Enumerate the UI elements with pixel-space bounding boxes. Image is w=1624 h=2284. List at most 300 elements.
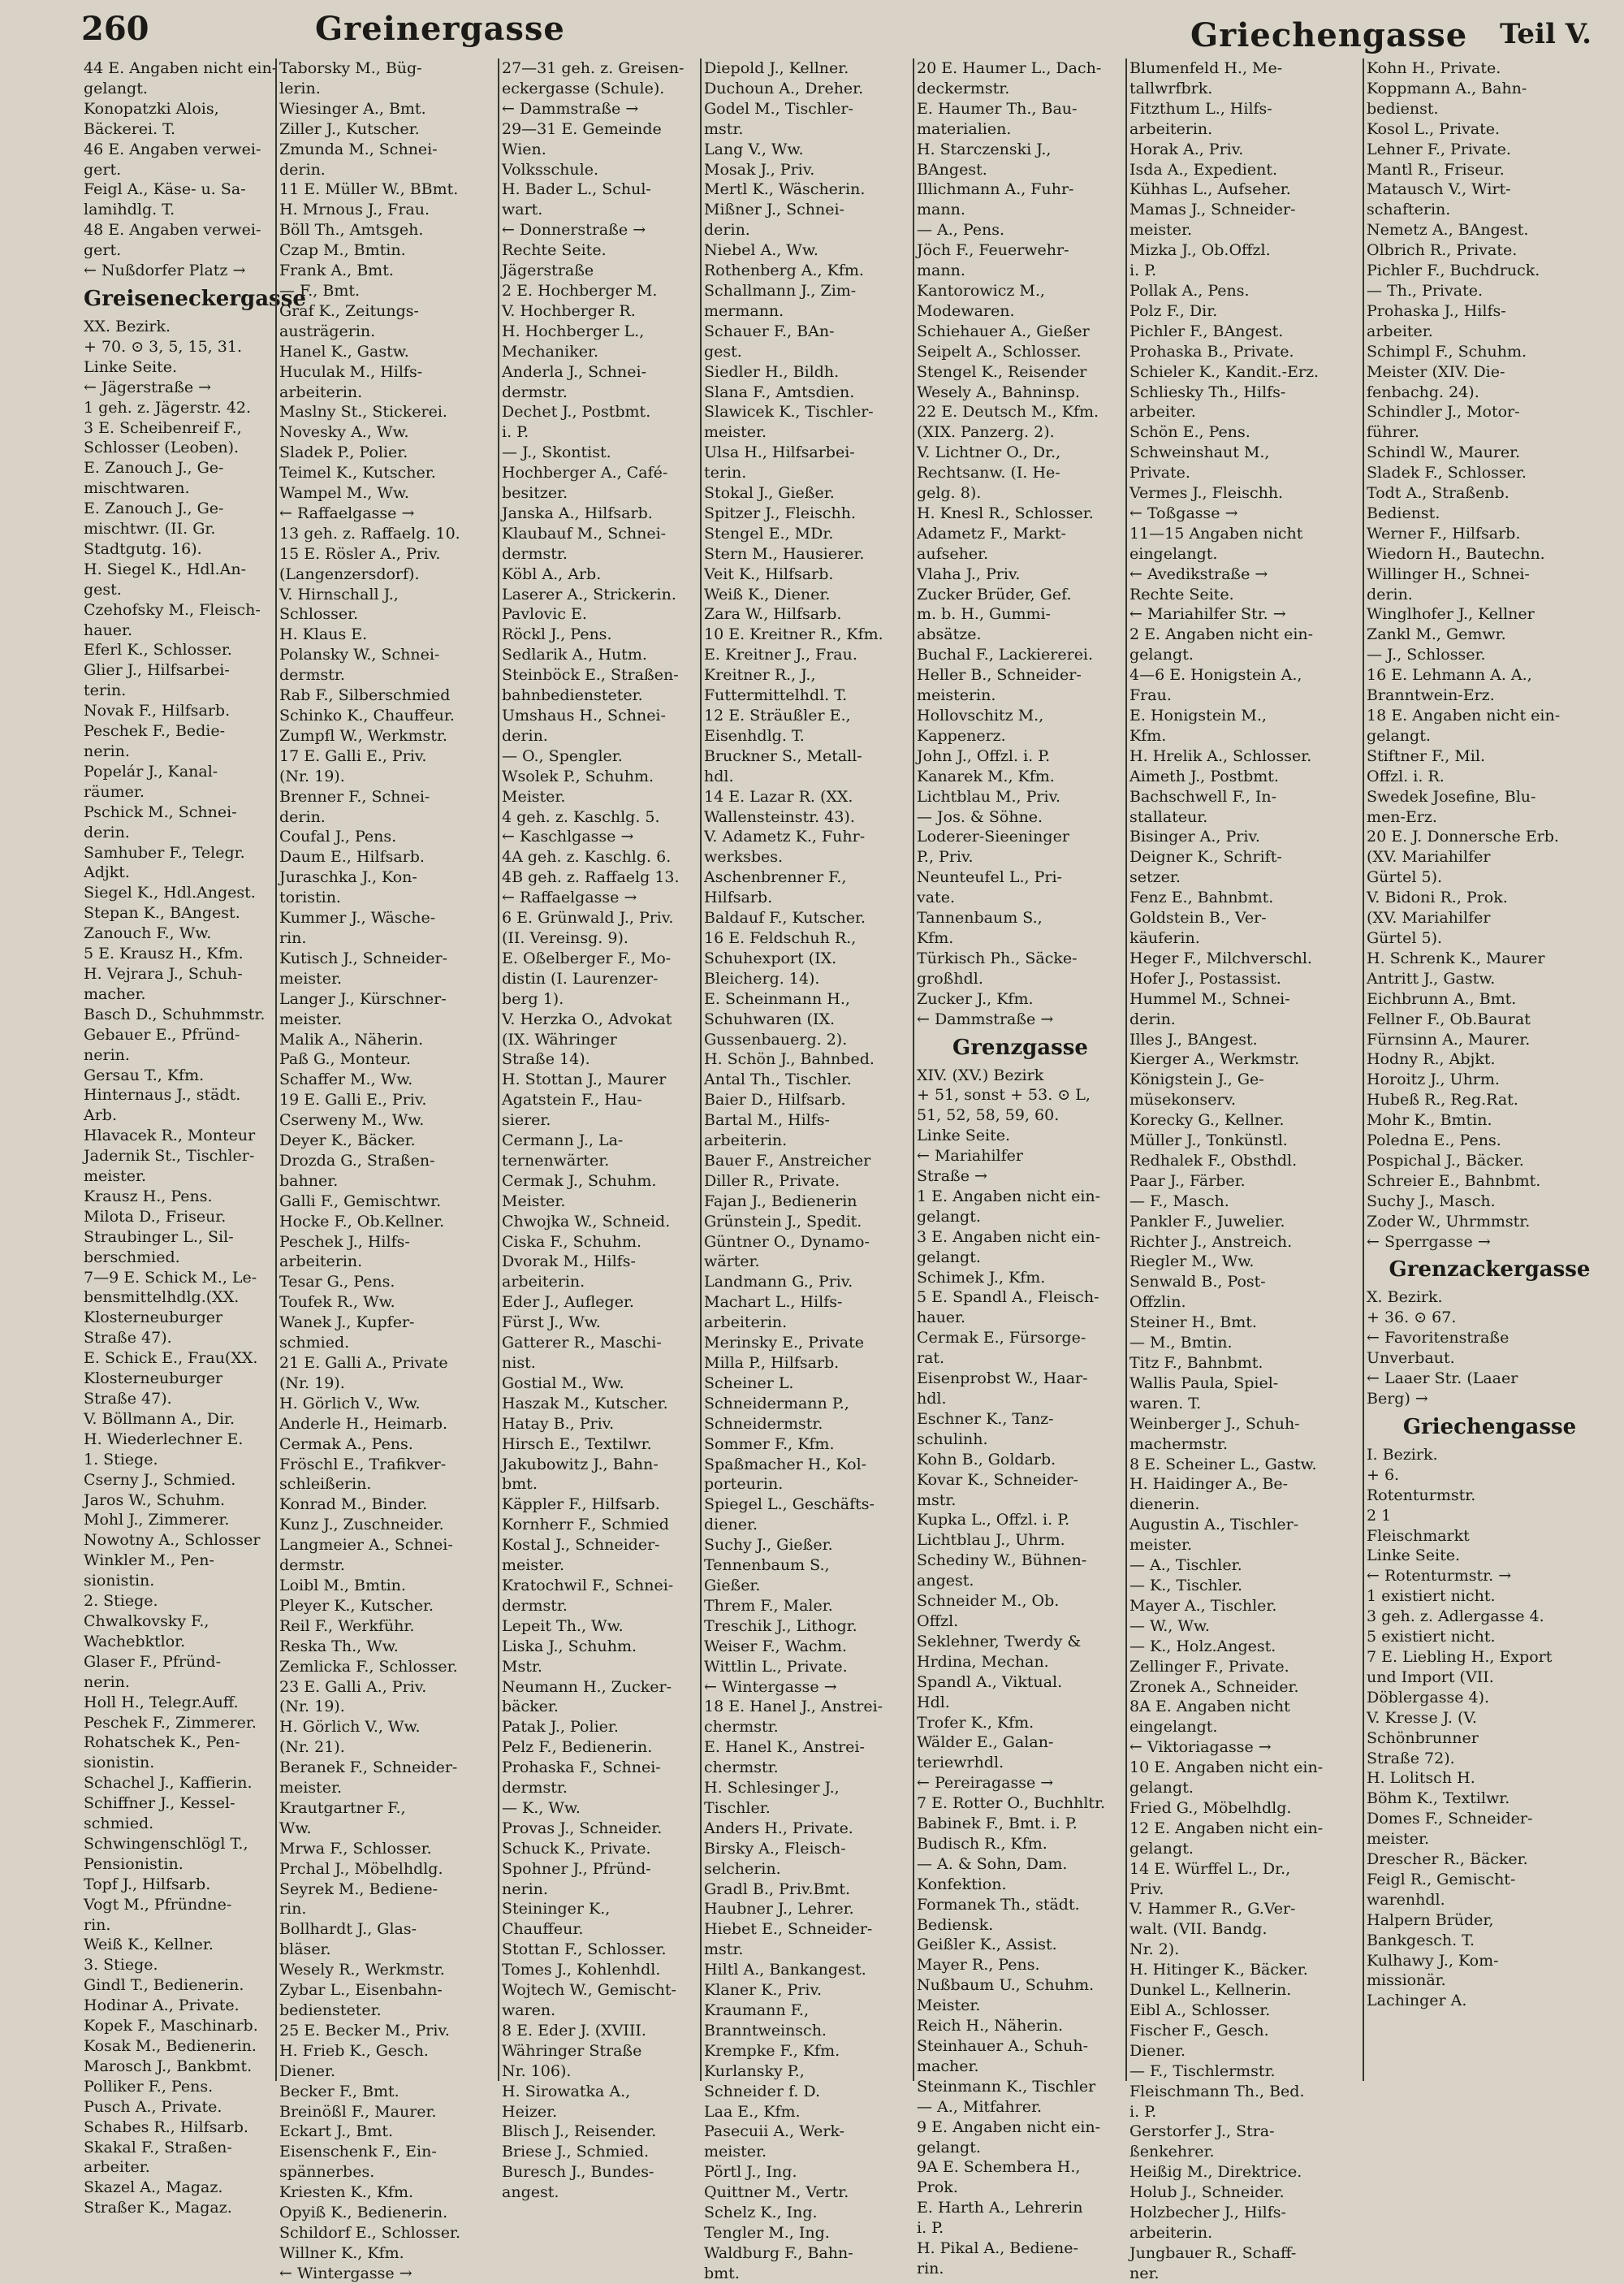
directory-entry-line: Gindl T., Bedienerin. [84, 1976, 244, 1995]
directory-entry-line: Schneider M., Ob. [917, 1592, 1060, 1611]
directory-entry-line: Anderla J., Schnei- [502, 362, 647, 381]
directory-entry-line: Polansky W., Schnei- [279, 646, 440, 664]
directory-entry-line: dermstr. [502, 544, 568, 563]
directory-entry-line: Spiegel L., Geschäfts- [704, 1495, 875, 1514]
directory-entry-line: berg 1). [502, 989, 564, 1008]
directory-entry-line: Langmeier A., Schnei- [279, 1536, 453, 1555]
directory-entry-line: Chwojka W., Schneid. [502, 1212, 671, 1231]
directory-entry-line: Bankgesch. T. [1367, 1931, 1475, 1949]
directory-entry-line: Loibl M., Bmtin. [279, 1576, 406, 1594]
directory-entry-line: Röckl J., Pens. [502, 625, 612, 644]
directory-entry-line: Suchy J., Masch. [1367, 1192, 1496, 1210]
directory-entry-line: Meister. [502, 1192, 566, 1210]
directory-entry-line: gert. [84, 241, 122, 260]
directory-entry-line: rat. [917, 1349, 945, 1368]
directory-entry-line: H. Hochberger L., [502, 322, 645, 340]
directory-entry-line: H. Schlesinger J., [704, 1779, 840, 1797]
directory-entry-line: Antal Th., Tischler. [704, 1071, 852, 1089]
directory-entry-line: Pollak A., Pens. [1129, 281, 1250, 300]
directory-entry-line: Prok. [917, 2178, 958, 2197]
directory-entry-line: gelangt. [1129, 1839, 1194, 1858]
directory-entry-line: 2. Stiege. [84, 1592, 158, 1611]
directory-entry-line: Bedienst. [1367, 504, 1440, 522]
directory-entry-line: Pichler F., Buchdruck. [1367, 262, 1540, 280]
directory-entry-line: ßenkehrer. [1129, 2143, 1215, 2161]
directory-entry-line: bläser. [279, 1940, 331, 1959]
directory-entry-line: 10 E. Angaben nicht ein- [1129, 1758, 1324, 1777]
directory-entry-line: Pusch A., Private. [84, 2097, 222, 2116]
directory-entry-line: (Langenzersdorf). [279, 565, 420, 583]
directory-entry-line: Zoder W., Uhrmmstr. [1367, 1212, 1531, 1231]
directory-entry-line: Rothenberg A., Kfm. [704, 262, 864, 280]
directory-entry-line: Hiebet E., Schneider- [704, 1920, 873, 1939]
directory-entry-line: Aimeth J., Postbmt. [1129, 767, 1279, 785]
directory-entry-line: E. Haumer Th., Bau- [917, 99, 1078, 118]
directory-entry-line: Blisch J., Reisender. [502, 2122, 657, 2141]
directory-entry-line: ← Avedikstraße → [1129, 565, 1268, 583]
directory-entry-line: — A., Mitfahrer. [917, 2097, 1043, 2116]
directory-entry-line: Schuhexport (IX. [704, 949, 837, 967]
directory-entry-line: Anders H., Private. [704, 1819, 853, 1837]
directory-entry-line: — A., Pens. [917, 221, 1005, 240]
directory-entry-line: Mizka J., Ob.Offzl. [1129, 241, 1271, 260]
directory-entry-line: 4B geh. z. Raffaelg 13. [502, 868, 680, 887]
directory-entry-line: 7 E. Liebling H., Export [1367, 1647, 1553, 1666]
directory-entry-line: Baldauf F., Kutscher. [704, 909, 866, 928]
directory-entry-line: Pankler F., Juwelier. [1129, 1212, 1285, 1231]
directory-entry-line: Deyer K., Bäcker. [279, 1131, 416, 1150]
directory-entry-line: nerin. [84, 742, 130, 760]
directory-entry-line: Dvorak M., Hilfs- [502, 1252, 636, 1271]
directory-entry-line: 27—31 geh. z. Greisen- [502, 59, 685, 77]
page-header [81, 10, 1592, 58]
directory-entry-line: dermstr. [279, 666, 345, 685]
directory-entry-line: — F., Masch. [1129, 1192, 1229, 1210]
directory-entry-line: Zucker Brüder, Gef. [917, 585, 1072, 603]
directory-entry-line: käuferin. [1129, 928, 1200, 947]
directory-entry-line: Heißig M., Direktrice. [1129, 2163, 1302, 2182]
directory-entry-line: H. Wiederlechner E. [84, 1430, 244, 1448]
directory-entry-line: Fischer F., Gesch. [1129, 2021, 1269, 2040]
directory-entry-line: Hdl. [917, 1693, 950, 1711]
directory-entry-line: Zemlicka F., Schlosser. [279, 1657, 458, 1676]
directory-entry-line: Kulhawy J., Kom- [1367, 1951, 1499, 1970]
directory-entry-line: Kopek F., Maschinarb. [84, 2017, 258, 2035]
directory-entry-line: mermann. [704, 301, 784, 320]
directory-entry-line: Cermak J., Schuhm. [502, 1171, 657, 1190]
directory-entry-line: Schlosser. [279, 605, 359, 624]
directory-entry-line: und Import (VII. [1367, 1668, 1494, 1686]
directory-entry-line: 48 E. Angaben verwei- [84, 221, 261, 240]
directory-entry-line: H. Schön J., Bahnbed. [704, 1050, 875, 1069]
directory-entry-line: (IX. Währinger [502, 1030, 617, 1049]
directory-entry-line: Pschick M., Schnei- [84, 802, 237, 821]
directory-entry-line: Mohl J., Zimmerer. [84, 1511, 230, 1529]
columns-container [81, 58, 1592, 2282]
directory-entry-line: Zellinger F., Private. [1129, 1657, 1289, 1676]
directory-entry-line: arbeiterin. [502, 1273, 585, 1291]
directory-entry-line: Kurlansky P., [704, 2061, 805, 2080]
directory-entry-line: Siegel K., Hdl.Angest. [84, 884, 256, 902]
directory-entry-line: sionistin. [84, 1754, 155, 1772]
directory-entry-line: schleißerin. [279, 1475, 372, 1494]
directory-entry-line: Pasecuii A., Werk- [704, 2122, 845, 2141]
directory-entry-line: Steiner H., Bmt. [1129, 1313, 1257, 1332]
directory-entry-line: Böll Th., Amtsgeh. [279, 221, 424, 240]
column-3 [498, 58, 698, 2202]
directory-entry-line: Nr. 2). [1129, 1940, 1180, 1959]
directory-entry-line: Prohaska F., Schnei- [502, 1758, 661, 1777]
directory-entry-line: Kostal J., Schneider- [502, 1536, 660, 1555]
directory-entry-line: Kreitner R., J., [704, 666, 816, 685]
directory-entry-line: Kupka L., Offzl. i. P. [917, 1511, 1070, 1529]
directory-entry-line: bmt. [502, 1475, 538, 1494]
directory-entry-line: Marosch J., Bankbmt. [84, 2057, 253, 2075]
directory-entry-line: H. Bader L., Schul- [502, 180, 651, 199]
directory-entry-line: Gatterer R., Maschi- [502, 1334, 662, 1352]
directory-entry-line: 13 geh. z. Raffaelg. 10. [279, 524, 460, 543]
directory-entry-line: meister. [502, 1556, 565, 1575]
directory-entry-line: — Jos. & Söhne. [917, 807, 1043, 826]
directory-entry-line: ← Mariahilfer [917, 1147, 1023, 1166]
directory-entry-line: Wälder E., Galan- [917, 1733, 1054, 1752]
directory-entry-line: men-Erz. [1367, 807, 1437, 826]
directory-entry-line: Jägerstraße [502, 262, 594, 280]
directory-entry-line: Hatay B., Priv. [502, 1414, 615, 1433]
directory-entry-line: absätze. [917, 625, 982, 644]
directory-entry-line: Fleischmann Th., Bed. [1129, 2082, 1305, 2100]
directory-entry-line: — F., Tischlermstr. [1129, 2061, 1276, 2080]
directory-entry-line: bahner. [279, 1171, 339, 1190]
directory-entry-line: Babinek F., Bmt. i. P. [917, 1815, 1078, 1833]
directory-entry-line: Eisenhdlg. T. [704, 726, 805, 745]
directory-entry-line: Schliesky Th., Hilfs- [1129, 383, 1286, 401]
directory-entry-line: Wojtech W., Gemischt- [502, 1981, 676, 2000]
directory-entry-line: Scheiner L. [704, 1373, 794, 1392]
directory-entry-line: Volksschule. [502, 160, 598, 179]
directory-entry-line: Huculak M., Hilfs- [279, 362, 423, 381]
directory-entry-line: Heller B., Schneider- [917, 666, 1082, 685]
directory-entry-line: Nr. 106). [502, 2061, 572, 2080]
directory-entry-line: arbeiterin. [704, 1131, 788, 1150]
directory-entry-line: Kohn H., Private. [1367, 59, 1501, 77]
directory-entry-line: 19 E. Galli E., Priv. [279, 1091, 427, 1110]
directory-entry-line: Slawicek K., Tischler- [704, 403, 874, 422]
directory-entry-line: Neunteufel L., Pri- [917, 868, 1062, 887]
directory-entry-line: berschmied. [84, 1248, 180, 1266]
directory-entry-line: Königstein J., Ge- [1129, 1071, 1264, 1089]
directory-entry-line: Wiedorn H., Bautechn. [1367, 544, 1545, 563]
directory-entry-line: 20 E. J. Donnersche Erb. [1367, 828, 1559, 846]
directory-entry-line: Polz F., Dir. [1129, 301, 1218, 320]
directory-entry-line: + 70. ⊙ 3, 5, 15, 31. [84, 337, 242, 356]
directory-entry-line: Weiß K., Kellner. [84, 1936, 214, 1954]
directory-entry-line: gelangt. [917, 1207, 981, 1226]
directory-entry-line: i. P. [1129, 262, 1157, 280]
directory-entry-line: Niebel A., Ww. [704, 241, 818, 260]
directory-entry-line: ← Pereiragasse → [917, 1774, 1054, 1793]
directory-entry-line: Ciska F., Schuhm. [502, 1232, 642, 1251]
directory-entry-line: Daum E., Hilfsarb. [279, 848, 425, 867]
directory-entry-line: 3 E. Angaben nicht ein- [917, 1227, 1101, 1246]
directory-entry-line: — A. & Sohn, Dam. [917, 1854, 1068, 1873]
directory-entry-line: machermstr. [1129, 1434, 1228, 1453]
directory-entry-line: E. Schick E., Frau(XX. [84, 1349, 258, 1368]
street-heading: Grenzackergasse [1389, 1257, 1591, 1283]
directory-entry-line: Titz F., Bahnbmt. [1129, 1354, 1263, 1372]
directory-entry-line: dermstr. [279, 1556, 345, 1575]
directory-entry-line: Stokal J., Gießer. [704, 484, 835, 503]
directory-entry-line: Branntwein-Erz. [1367, 686, 1495, 705]
directory-entry-line: Feigl A., Käse- u. Sa- [84, 180, 246, 199]
directory-entry-line: Straße 47). [84, 1390, 172, 1408]
directory-entry-line: Zankl M., Gemwr. [1367, 625, 1506, 644]
directory-entry-line: Paar J., Färber. [1129, 1171, 1246, 1190]
directory-entry-line: Opyiß K., Bedienerin. [279, 2204, 448, 2222]
directory-entry-line: Weinberger J., Schuh- [1129, 1414, 1300, 1433]
directory-entry-line: Pichler F., BAngest. [1129, 322, 1284, 340]
directory-entry-line: meister. [84, 1167, 147, 1186]
directory-entry-line: Pleyer K., Kutscher. [279, 1596, 434, 1615]
directory-entry-line: mann. [917, 201, 965, 219]
directory-entry-line: Lichtblau J., Uhrm. [917, 1531, 1065, 1550]
directory-entry-line: Dechet J., Postbmt. [502, 403, 651, 422]
directory-entry-line: Gürtel 5). [1367, 868, 1443, 887]
directory-entry-line: Köbl A., Arb. [502, 565, 602, 583]
directory-entry-line: Holl H., Telegr.Auff. [84, 1693, 239, 1711]
directory-entry-line: Schneidermstr. [704, 1414, 823, 1433]
directory-entry-line: 1 E. Angaben nicht ein- [917, 1187, 1101, 1205]
directory-entry-line: Nußbaum U., Schuhm. [917, 1976, 1095, 1995]
directory-entry-line: Bollhardt J., Glas- [279, 1920, 417, 1939]
street-heading: Griechengasse [1402, 1414, 1577, 1439]
directory-entry-line: meister. [1367, 1830, 1430, 1849]
directory-entry-line: Klosterneuburger [84, 1369, 223, 1388]
directory-entry-line: Tannenbaum S., [917, 909, 1043, 928]
directory-entry-line: mischtwr. (II. Gr. [84, 520, 216, 539]
directory-entry-line: Beranek F., Schneider- [279, 1758, 458, 1777]
directory-entry-line: 4 geh. z. Kaschlg. 5. [502, 807, 660, 826]
directory-entry-line: Domes F., Schneider- [1367, 1810, 1533, 1828]
directory-entry-line: Brenner F., Schnei- [279, 787, 430, 806]
directory-entry-line: (XIX. Panzerg. 2). [917, 423, 1055, 442]
directory-entry-line: werksbes. [704, 848, 784, 867]
directory-entry-line: 17 E. Galli E., Priv. [279, 746, 427, 765]
directory-entry-line: Frau. [1129, 686, 1172, 705]
directory-entry-line: Eisenprobst W., Haar- [917, 1369, 1088, 1388]
directory-entry-line: John J., Offzl. i. P. [917, 746, 1051, 765]
directory-entry-line: Winglhofer J., Kellner [1367, 605, 1535, 624]
directory-entry-line: Drozda G., Straßen- [279, 1151, 435, 1170]
directory-entry-line: Tischler. [704, 1798, 771, 1817]
directory-entry-line: Kantorowicz M., [917, 281, 1045, 300]
directory-entry-line: Birsky A., Fleisch- [704, 1839, 846, 1858]
directory-entry-line: Poledna E., Pens. [1367, 1131, 1501, 1150]
directory-entry-line: Kühhas L., Aufseher. [1129, 180, 1291, 199]
directory-entry-line: Straße 14). [502, 1050, 590, 1069]
directory-entry-line: ← Dammstraße → [917, 1010, 1054, 1028]
directory-entry-line: Antritt J., Gastw. [1367, 969, 1496, 988]
directory-entry-line: Peschek F., Bedie- [84, 722, 226, 741]
directory-entry-line: Kunz J., Zuschneider. [279, 1516, 444, 1534]
directory-entry-line: fenbachg. 24). [1367, 383, 1479, 401]
directory-entry-line: 8 E. Scheiner L., Gastw. [1129, 1455, 1317, 1473]
directory-entry-line: gelangt. [917, 1248, 981, 1266]
directory-entry-line: stallateur. [1129, 807, 1208, 826]
directory-entry-line: 22 E. Deutsch M., Kfm. [917, 403, 1099, 422]
directory-entry-line: H. Lolitsch H. [1367, 1769, 1475, 1788]
directory-entry-line: Straße 47). [84, 1329, 172, 1347]
directory-entry-line: Schindler J., Motor- [1367, 403, 1520, 422]
directory-entry-line: ner. [1129, 2264, 1160, 2282]
directory-entry-line: Kierger A., Werkmstr. [1129, 1050, 1300, 1069]
directory-entry-line: Senwald B., Post- [1129, 1273, 1266, 1291]
directory-entry-line: ← Raffaelgasse → [279, 504, 415, 522]
directory-entry-line: Koppmann A., Bahn- [1367, 79, 1527, 97]
directory-entry-line: (Nr. 19). [279, 1698, 345, 1716]
directory-entry-line: toristin. [279, 889, 341, 907]
directory-entry-line: Fellner F., Ob.Baurat [1367, 1010, 1531, 1028]
directory-entry-line: Vogt M., Pfründne- [84, 1895, 232, 1914]
directory-entry-line: H. Schrenk K., Maurer [1367, 949, 1545, 967]
directory-entry-line: Jungbauer R., Schaff- [1129, 2243, 1297, 2262]
directory-entry-line: selcherin. [704, 1859, 781, 1878]
directory-entry-line: Hirsch E., Textilwr. [502, 1434, 652, 1453]
directory-entry-line: gelangt. [917, 2138, 981, 2156]
directory-entry-line: 11 E. Müller W., BBmt. [279, 180, 459, 199]
directory-entry-line: Threm F., Maler. [704, 1596, 833, 1615]
directory-entry-line: Coufal J., Pens. [279, 828, 397, 846]
directory-entry-line: Milota D., Friseur. [84, 1207, 227, 1226]
directory-entry-line: Eschner K., Tanz- [917, 1409, 1054, 1428]
directory-entry-line: Feigl R., Gemischt- [1367, 1870, 1516, 1888]
directory-entry-line: Diener. [1129, 2041, 1186, 2060]
directory-entry-line: — J., Schlosser. [1367, 646, 1486, 664]
directory-entry-line: Landmann G., Priv. [704, 1273, 853, 1291]
directory-entry-line: Tennenbaum S., [704, 1556, 830, 1575]
directory-entry-line: Glier J., Hilfsarbei- [84, 661, 230, 680]
directory-entry-line: Prohaska B., Private. [1129, 342, 1294, 361]
directory-entry-line: Klosterneuburger [84, 1309, 223, 1327]
right-running-title: Griechengasse [1190, 16, 1468, 54]
directory-entry-line: Frank A., Bmt. [279, 262, 394, 280]
directory-entry-line: Graf K., Zeitungs- [279, 301, 419, 320]
directory-entry-line: bahnbediensteter. [502, 686, 643, 705]
directory-entry-line: Godel M., Tischler- [704, 99, 853, 118]
directory-entry-line: ← Wintergasse → [704, 1677, 837, 1696]
directory-entry-line: Hilfsarb. [704, 889, 773, 907]
directory-entry-line: Agatstein F., Hau- [502, 1091, 642, 1110]
directory-entry-line: Zucker J., Kfm. [917, 989, 1034, 1008]
directory-entry-line: H. Pikal A., Bediene- [917, 2239, 1078, 2258]
directory-entry-line: Pospichal J., Bäcker. [1367, 1151, 1524, 1170]
directory-entry-line: Tengler M., Ing. [704, 2223, 830, 2242]
directory-entry-line: V. Adametz K., Fuhr- [704, 828, 866, 846]
directory-entry-line: Schallmann J., Zim- [704, 281, 857, 300]
directory-entry-line: Unverbaut. [1367, 1349, 1455, 1368]
directory-entry-line: ← Donnerstraße → [502, 221, 646, 240]
directory-entry-line: ← Mariahilfer Str. → [1129, 605, 1286, 624]
directory-entry-line: gelg. 8). [917, 484, 982, 503]
directory-entry-line: Schneider f. D. [704, 2082, 821, 2100]
directory-entry-line: Mayer R., Pens. [917, 1956, 1040, 1975]
directory-entry-line: H. Siegel K., Hdl.An- [84, 560, 247, 578]
directory-entry-line: E. Scheinmann H., [704, 989, 850, 1008]
directory-entry-line: Cermak A., Pens. [279, 1434, 413, 1453]
directory-entry-line: ← Jägerstraße → [84, 378, 212, 396]
directory-entry-line: Schuck K., Private. [502, 1839, 651, 1858]
directory-entry-line: Fürst J., Ww. [502, 1313, 601, 1332]
directory-entry-line: Gerstorfer J., Stra- [1129, 2122, 1275, 2141]
directory-entry-line: Cserny J., Schmied. [84, 1470, 236, 1489]
directory-entry-line: ← Sperrgasse → [1367, 1232, 1491, 1251]
directory-entry-line: Heizer. [502, 2102, 558, 2121]
directory-entry-line: Hofer J., Postassist. [1129, 969, 1281, 988]
directory-entry-line: derin. [704, 221, 750, 240]
directory-entry-line: gelangt. [1129, 1779, 1194, 1797]
directory-entry-line: Vermes J., Fleischh. [1129, 484, 1284, 503]
directory-entry-line: 29—31 E. Gemeinde [502, 119, 662, 138]
directory-entry-line: 10 E. Kreitner R., Kfm. [704, 625, 883, 644]
directory-entry-line: austrägerin. [279, 322, 376, 340]
directory-entry-line: Klaner K., Priv. [704, 1981, 822, 2000]
directory-entry-line: meisterin. [917, 686, 996, 705]
directory-entry-line: Währinger Straße [502, 2041, 642, 2060]
directory-entry-line: Wiesinger A., Bmt. [279, 99, 426, 118]
directory-entry-line: Kohn B., Goldarb. [917, 1450, 1056, 1469]
directory-entry-line: 4A geh. z. Kaschlg. 6. [502, 848, 672, 867]
directory-entry-line: Werner F., Hilfsarb. [1367, 524, 1521, 543]
directory-entry-line: schmied. [84, 1815, 154, 1833]
directory-entry-line: arbeiter. [1129, 403, 1196, 422]
directory-entry-line: Novesky A., Ww. [279, 423, 409, 442]
directory-entry-line: Cermann J., La- [502, 1131, 624, 1150]
directory-entry-line: Hlavacek R., Monteur [84, 1127, 256, 1145]
directory-entry-line: Rotenturmstr. [1367, 1486, 1476, 1504]
directory-entry-line: Lachinger A. [1367, 1992, 1467, 2010]
directory-entry-line: Peschek F., Zimmerer. [84, 1713, 257, 1732]
directory-entry-line: Offzl. [917, 1611, 959, 1630]
directory-entry-line: 8A E. Angaben nicht [1129, 1698, 1290, 1716]
directory-entry-line: 5 existiert nicht. [1367, 1628, 1496, 1646]
directory-entry-line: dermstr. [502, 1779, 568, 1797]
directory-entry-line: H. Knesl R., Schlosser. [917, 504, 1094, 522]
directory-entry-line: Hollovschitz M., [917, 707, 1044, 725]
directory-entry-line: Schönbrunner [1367, 1728, 1479, 1747]
directory-entry-line: Rechtsanw. (I. He- [917, 464, 1060, 482]
directory-entry-line: eingelangt. [1129, 1718, 1218, 1737]
directory-entry-line: arbeiterin. [1129, 119, 1213, 138]
directory-entry-line: hauer. [84, 621, 133, 639]
directory-entry-line: Kosol L., Private. [1367, 119, 1501, 138]
directory-entry-line: Schieler K., Kandit.-Erz. [1129, 362, 1320, 381]
directory-entry-line: Jakubowitz J., Bahn- [502, 1455, 659, 1473]
directory-entry-line: Priv. [1129, 1880, 1164, 1898]
directory-entry-line: Mohr K., Bmtin. [1367, 1111, 1492, 1130]
directory-entry-line: dienerin. [1129, 1495, 1200, 1514]
directory-entry-line: Bediensk. [917, 1915, 994, 1934]
directory-entry-line: Blumenfeld H., Me- [1129, 59, 1283, 77]
directory-entry-line: Wesely R., Werkmstr. [279, 1961, 445, 1979]
directory-entry-line: E. Oßelberger F., Mo- [502, 949, 672, 967]
directory-entry-line: Langer J., Kürschner- [279, 989, 447, 1008]
directory-entry-line: 3 E. Scheibenreif F., [84, 418, 242, 437]
directory-entry-line: Arb. [84, 1106, 118, 1125]
column-6 [1125, 58, 1361, 2282]
directory-entry-line: V. Böllmann A., Dir. [84, 1409, 235, 1428]
directory-entry-line: Schwingenschlögl T., [84, 1834, 248, 1853]
column-5 [913, 58, 1124, 2278]
